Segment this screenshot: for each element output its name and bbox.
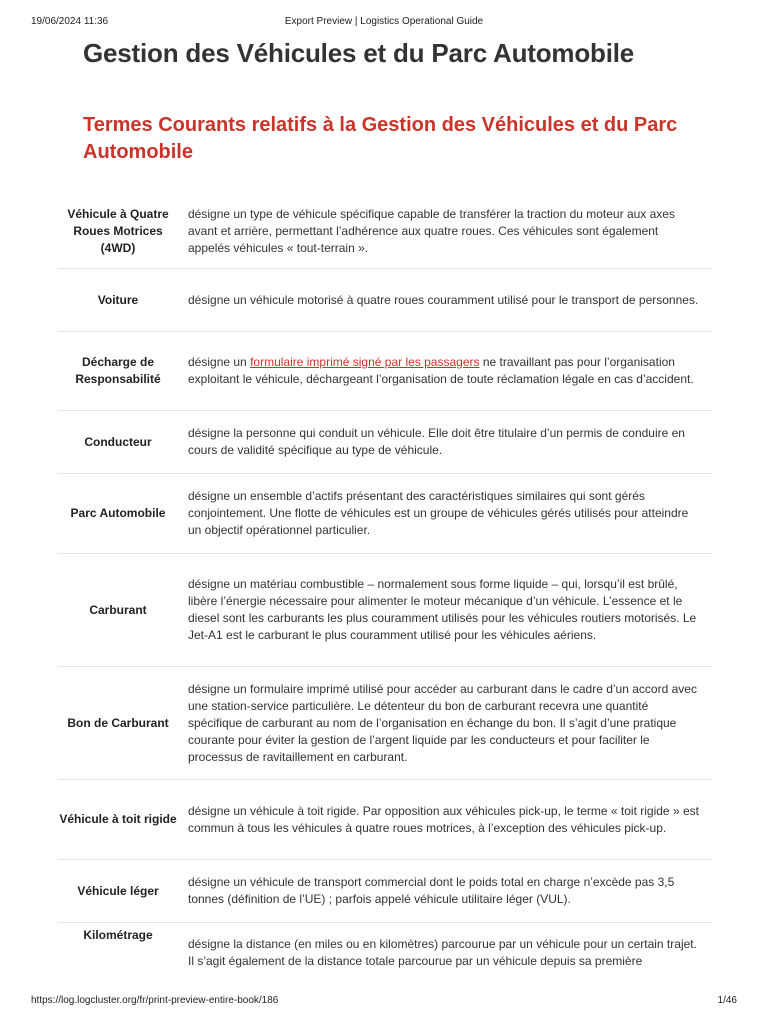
term-row <box>58 474 712 554</box>
term-definition: désigne un type de véhicule spécifique capable de transférer la traction du moteur aux axes avant et arrière, permettant l’adhérence aux quatre roues. Ces véhicules sont également appelés véhicules « tout-terrain ». <box>188 207 675 255</box>
term-definition: désigne un formulaire imprimé utilisé pour accéder au carburant dans le cadre d’un accord avec une station-service particulière. Le détenteur du bon de carburant recevra une quantité spécifique de carburant au nom de l’organisation en échange du bon. Il s’agit d’une pratique courante pour éviter la gestion de l’argent liquide par les conducteurs et pour faciliter le processus de ravitaillement en carburant. <box>188 681 697 764</box>
print-datetime: 19/06/2024 11:36 <box>31 16 109 27</box>
source-url: https://log.logcluster.org/fr/print-preview-entire-book/186 <box>31 995 279 1006</box>
term-row <box>58 195 712 269</box>
page-title: Gestion des Véhicules et du Parc Automobile <box>83 38 635 68</box>
term-row <box>58 332 712 411</box>
term-row <box>58 667 712 780</box>
term-label: Bon de Carburant <box>67 715 169 730</box>
term-definition: désigne la distance (en miles ou en kilomètres) parcourue par un véhicule pour un certain trajet. Il s’agit également de la distance totale parcourue par un véhicule depuis sa première <box>188 937 697 968</box>
print-header <box>31 16 737 30</box>
term-label: Décharge de Responsabilité <box>75 355 161 386</box>
term-definition: désigne un véhicule de transport commercial dont le poids total en charge n’excède pas 3,5 tonnes (définition de l’UE) ; parfois appelé véhicule utilitaire léger (VUL). <box>188 875 675 906</box>
term-label: Voiture <box>97 292 139 307</box>
term-label: Carburant <box>89 602 147 617</box>
term-definition: désigne un véhicule à toit rigide. Par opposition aux véhicules pick-up, le terme « toit rigide » est commun à tous les véhicules à quatre roues motrices, à l’exception des véhicules pick-up. <box>188 803 699 835</box>
term-label: Véhicule à toit rigide <box>59 812 177 826</box>
term-definition: désigne un formulaire imprimé signé par les passagers ne travaillant pas pour l’organisation exploitant le véhicule, déchargeant l’organisation de toute réclamation légale en cas d’accident. <box>188 355 694 386</box>
term-label: Conducteur <box>84 434 152 449</box>
terms-table <box>58 195 712 973</box>
term-row <box>58 780 712 860</box>
print-document-title: Export Preview | Logistics Operational Guide <box>284 16 484 27</box>
term-label: Parc Automobile <box>70 506 166 520</box>
term-row <box>58 554 712 667</box>
term-row <box>58 411 712 474</box>
section-title: Termes Courants relatifs à la Gestion des Véhicules et du Parc Automobile <box>83 114 678 163</box>
term-row <box>58 860 712 923</box>
term-definition: désigne un matériau combustible – normalement sous forme liquide – qui, lorsqu’il est brûlé, libère l’énergie nécessaire pour alimenter le moteur mécanique d’un véhicule. L’essence et le diesel sont les carburants les plus couramment utilisés pour les véhicules routiers motorisés. Le Jet-A1 est le carburant le plus couramment utilisé pour les véhicules aériens. <box>188 577 697 642</box>
term-definition: désigne un ensemble d’actifs présentant des caractéristiques similaires qui sont gérés conjointement. Une flotte de véhicules est un groupe de véhicules gérés utilisés pour atteindre un objectif opérationnel particulier. <box>188 489 689 537</box>
term-label: Véhicule à Quatre Roues Motrices (4WD) <box>67 207 169 255</box>
term-label: Kilométrage <box>83 928 153 942</box>
print-footer <box>31 995 737 1009</box>
term-label: Véhicule léger <box>77 883 159 898</box>
passenger-waiver-form-link[interactable]: formulaire imprimé signé par les passagers <box>250 355 480 369</box>
term-definition: désigne un véhicule motorisé à quatre roues couramment utilisé pour le transport de personnes. <box>188 292 699 307</box>
term-row <box>58 269 712 332</box>
page-number: 1/46 <box>717 995 737 1006</box>
term-definition: désigne la personne qui conduit un véhicule. Elle doit être titulaire d’un permis de conduire en cours de validité spécifique au type de véhicule. <box>188 426 685 457</box>
term-row <box>58 923 712 973</box>
